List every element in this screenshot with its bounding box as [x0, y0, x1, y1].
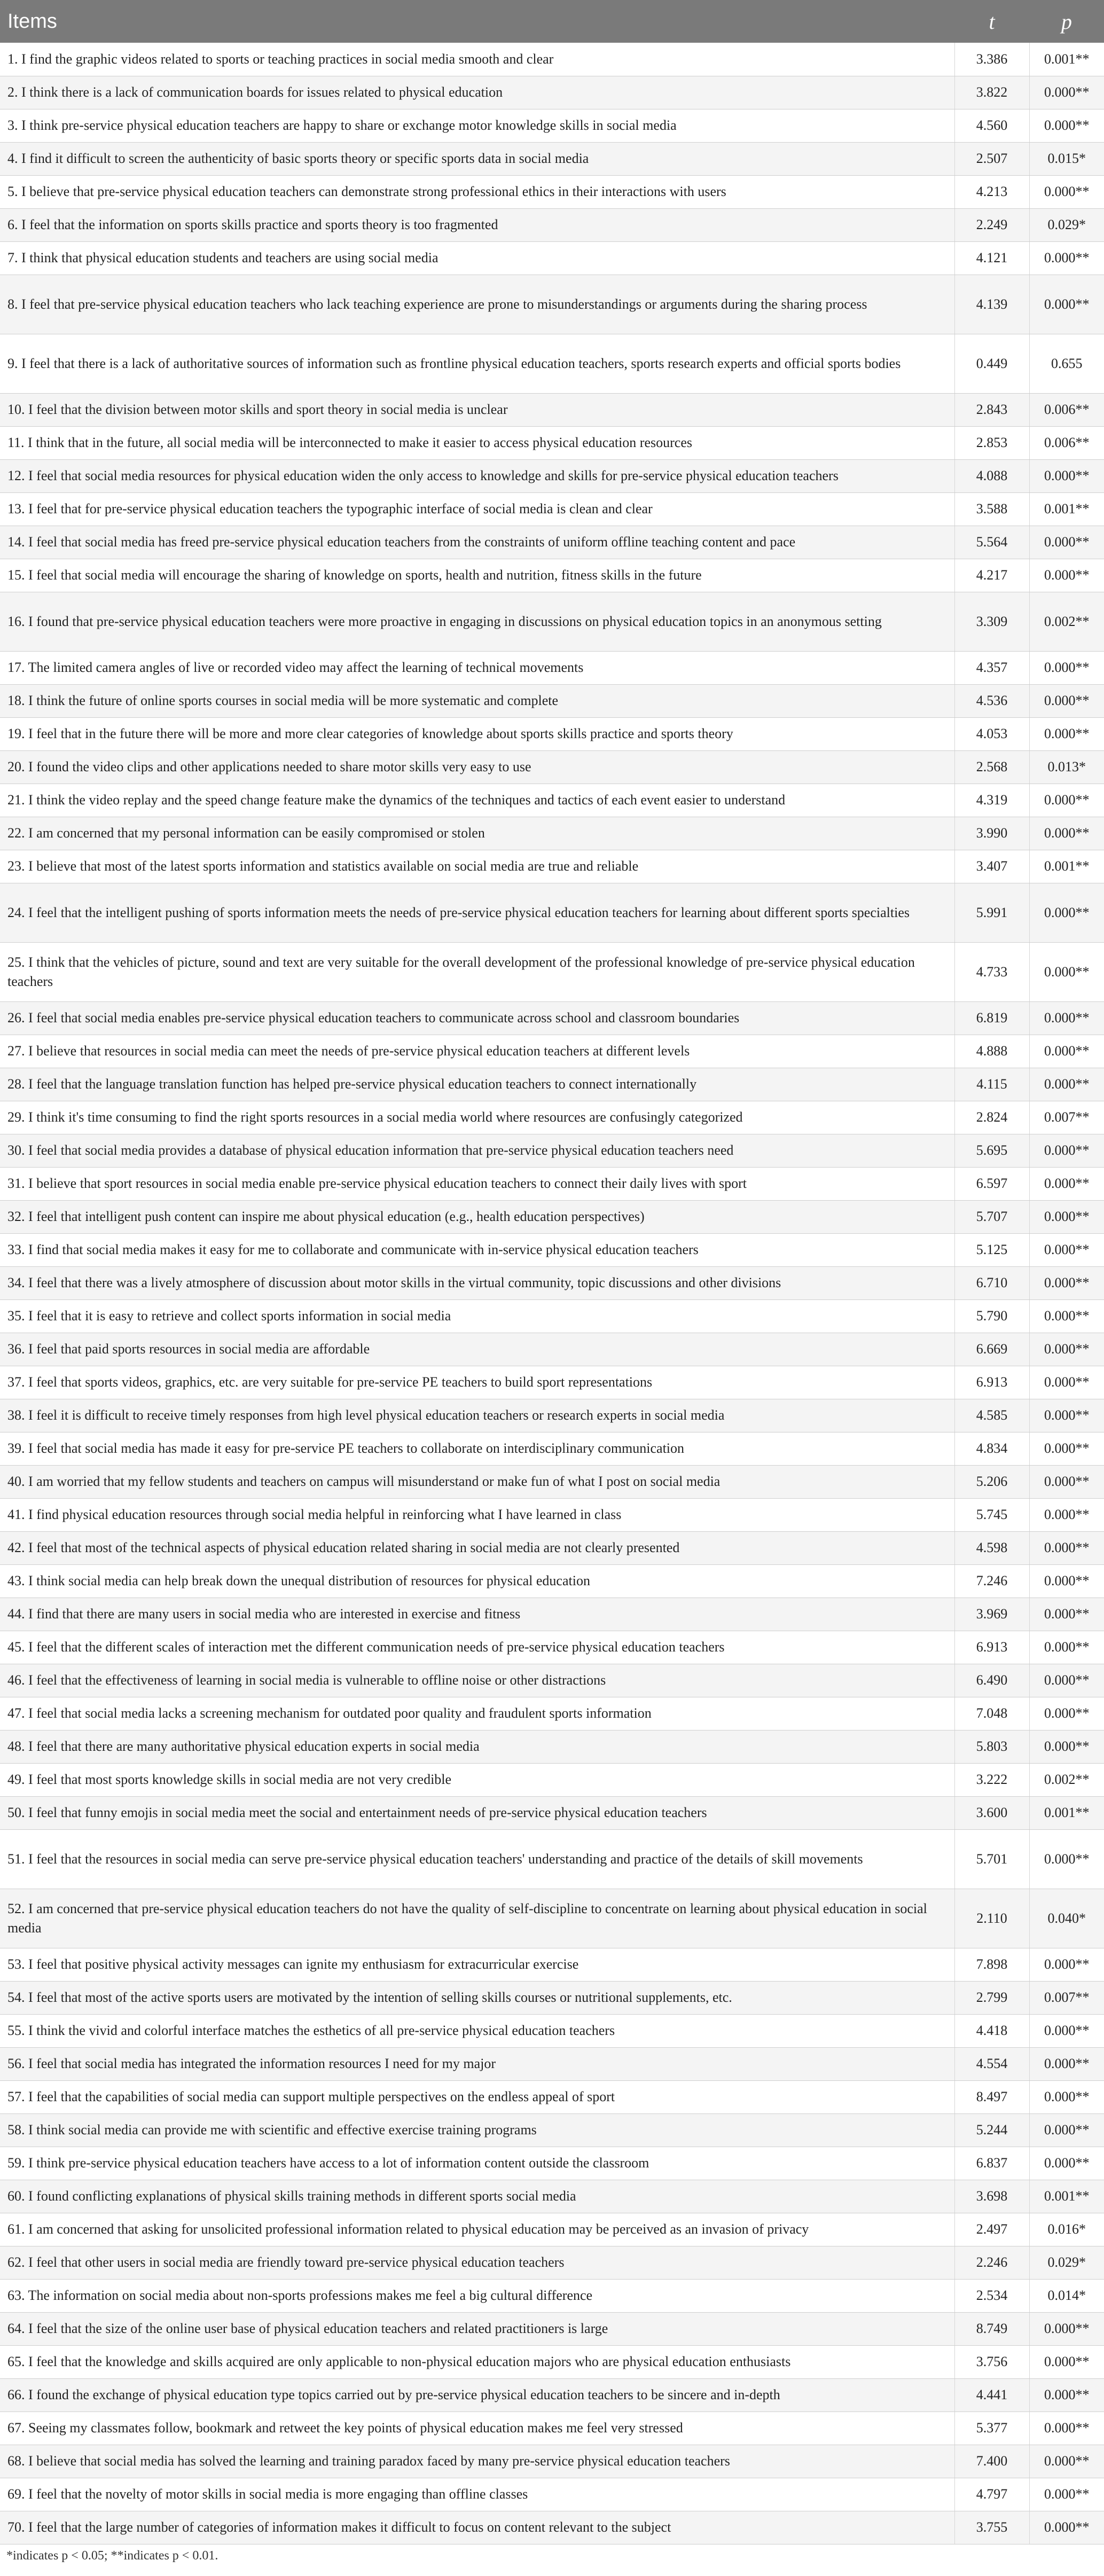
table-row — [0, 1134, 1104, 1167]
row-t-value: 3.407 — [954, 850, 1029, 883]
row-p-value: 0.000** — [1029, 1432, 1104, 1465]
table-row — [0, 1333, 1104, 1366]
table-row — [0, 275, 1104, 334]
table-row — [0, 2312, 1104, 2345]
row-item-text: 24. I feel that the intelligent pushing of sports information meets the needs of pre-service physical education teachers for learning about different sports specialties — [0, 883, 954, 942]
row-p-value: 0.013* — [1029, 750, 1104, 784]
table-row — [0, 526, 1104, 559]
row-p-value: 0.000** — [1029, 526, 1104, 559]
row-t-value: 4.536 — [954, 684, 1029, 717]
row-item-text: 9. I feel that there is a lack of authoritative sources of information such as frontline physical education teachers, sports research experts and official sports bodies — [0, 334, 954, 393]
row-p-value: 0.000** — [1029, 175, 1104, 208]
table-row — [0, 2147, 1104, 2180]
row-item-text: 22. I am concerned that my personal information can be easily compromised or stolen — [0, 817, 954, 850]
table-row — [0, 1531, 1104, 1564]
row-item-text: 52. I am concerned that pre-service physical education teachers do not have the quality of self-discipline to concentrate on learning about physical education in social media — [0, 1889, 954, 1948]
row-t-value: 5.206 — [954, 1465, 1029, 1498]
row-t-value: 3.309 — [954, 592, 1029, 651]
table-footnote: *indicates p < 0.05; **indicates p < 0.01. — [6, 2549, 218, 2563]
row-item-text: 58. I think social media can provide me with scientific and effective exercise training programs — [0, 2113, 954, 2147]
table-row — [0, 1664, 1104, 1697]
row-item-text: 56. I feel that social media has integrated the information resources I need for my major — [0, 2047, 954, 2080]
row-p-value: 0.000** — [1029, 1200, 1104, 1233]
row-p-value: 0.001** — [1029, 43, 1104, 76]
row-p-value: 0.000** — [1029, 1664, 1104, 1697]
row-p-value: 0.001** — [1029, 492, 1104, 526]
row-p-value: 0.000** — [1029, 2445, 1104, 2478]
row-item-text: 66. I found the exchange of physical education type topics carried out by pre-service physical education teachers to be sincere and in-depth — [0, 2378, 954, 2411]
row-item-text: 44. I find that there are many users in social media who are interested in exercise and fitness — [0, 1598, 954, 1631]
row-t-value: 2.497 — [954, 2213, 1029, 2246]
row-t-value: 4.834 — [954, 1432, 1029, 1465]
table-row — [0, 883, 1104, 942]
row-t-value: 4.441 — [954, 2378, 1029, 2411]
row-p-value: 0.000** — [1029, 1167, 1104, 1200]
table-row — [0, 750, 1104, 784]
row-item-text: 3. I think pre-service physical education teachers are happy to share or exchange motor knowledge skills in social media — [0, 109, 954, 142]
row-t-value: 7.400 — [954, 2445, 1029, 2478]
table-row — [0, 850, 1104, 883]
row-t-value: 3.756 — [954, 2345, 1029, 2378]
table-row — [0, 1366, 1104, 1399]
table-row — [0, 1399, 1104, 1432]
table-row — [0, 1001, 1104, 1035]
row-p-value: 0.000** — [1029, 459, 1104, 492]
row-t-value: 5.564 — [954, 526, 1029, 559]
row-p-value: 0.000** — [1029, 1948, 1104, 1981]
row-item-text: 49. I feel that most sports knowledge skills in social media are not very credible — [0, 1763, 954, 1796]
table-row — [0, 459, 1104, 492]
row-t-value: 4.088 — [954, 459, 1029, 492]
table-row — [0, 426, 1104, 459]
row-item-text: 19. I feel that in the future there will be more and more clear categories of knowledge about sports skills practice and sports theory — [0, 717, 954, 750]
row-item-text: 13. I feel that for pre-service physical education teachers the typographic interface of social media is clean and clear — [0, 492, 954, 526]
row-p-value: 0.000** — [1029, 684, 1104, 717]
header-row — [0, 0, 1104, 43]
table-row — [0, 1035, 1104, 1068]
row-p-value: 0.000** — [1029, 109, 1104, 142]
header-items: Items — [0, 0, 954, 43]
row-item-text: 54. I feel that most of the active sports users are motivated by the intention of selling skills courses or nutritional supplements, etc. — [0, 1981, 954, 2014]
row-item-text: 47. I feel that social media lacks a screening mechanism for outdated poor quality and fraudulent sports information — [0, 1697, 954, 1730]
row-t-value: 5.695 — [954, 1134, 1029, 1167]
row-t-value: 4.560 — [954, 109, 1029, 142]
table-row — [0, 208, 1104, 241]
row-t-value: 3.600 — [954, 1796, 1029, 1829]
table-row — [0, 1068, 1104, 1101]
table-row — [0, 717, 1104, 750]
row-p-value: 0.000** — [1029, 1631, 1104, 1664]
row-item-text: 10. I feel that the division between motor skills and sport theory in social media is unclear — [0, 393, 954, 426]
row-item-text: 25. I think that the vehicles of picture, sound and text are very suitable for the overall development of the professional knowledge of pre-service physical education teachers — [0, 942, 954, 1001]
row-p-value: 0.000** — [1029, 76, 1104, 109]
table-row — [0, 1266, 1104, 1299]
row-p-value: 0.000** — [1029, 1598, 1104, 1631]
row-p-value: 0.000** — [1029, 2047, 1104, 2080]
row-t-value: 6.710 — [954, 1266, 1029, 1299]
row-t-value: 3.222 — [954, 1763, 1029, 1796]
table-row — [0, 1697, 1104, 1730]
row-p-value: 0.000** — [1029, 1001, 1104, 1035]
row-t-value: 2.853 — [954, 426, 1029, 459]
row-item-text: 6. I feel that the information on sports skills practice and sports theory is too fragmented — [0, 208, 954, 241]
table-row — [0, 817, 1104, 850]
row-t-value: 5.803 — [954, 1730, 1029, 1763]
row-item-text: 18. I think the future of online sports courses in social media will be more systematic and complete — [0, 684, 954, 717]
row-p-value: 0.000** — [1029, 241, 1104, 275]
row-p-value: 0.040* — [1029, 1889, 1104, 1948]
table-row — [0, 1200, 1104, 1233]
row-t-value: 4.888 — [954, 1035, 1029, 1068]
table-row — [0, 109, 1104, 142]
table-row — [0, 1948, 1104, 1981]
row-t-value: 3.969 — [954, 1598, 1029, 1631]
row-p-value: 0.000** — [1029, 1730, 1104, 1763]
row-item-text: 61. I am concerned that asking for unsolicited professional information related to physical education may be perceived as an invasion of privacy — [0, 2213, 954, 2246]
row-t-value: 4.554 — [954, 2047, 1029, 2080]
table-row — [0, 1631, 1104, 1664]
row-p-value: 0.000** — [1029, 2080, 1104, 2113]
row-t-value: 7.048 — [954, 1697, 1029, 1730]
row-p-value: 0.000** — [1029, 2478, 1104, 2511]
table-row — [0, 1796, 1104, 1829]
table-row — [0, 2213, 1104, 2246]
table-row — [0, 2445, 1104, 2478]
row-p-value: 0.029* — [1029, 208, 1104, 241]
row-p-value: 0.000** — [1029, 717, 1104, 750]
row-p-value: 0.007** — [1029, 1981, 1104, 2014]
row-t-value: 8.749 — [954, 2312, 1029, 2345]
row-item-text: 33. I find that social media makes it easy for me to collaborate and communicate with in-service physical education teachers — [0, 1233, 954, 1266]
table-row — [0, 2378, 1104, 2411]
row-item-text: 67. Seeing my classmates follow, bookmark and retweet the key points of physical education makes me feel very stressed — [0, 2411, 954, 2445]
header-t: t — [954, 0, 1029, 43]
row-item-text: 63. The information on social media about non-sports professions makes me feel a big cultural difference — [0, 2279, 954, 2312]
row-item-text: 31. I believe that sport resources in social media enable pre-service physical education teachers to connect their daily lives with sport — [0, 1167, 954, 1200]
row-t-value: 2.249 — [954, 208, 1029, 241]
row-p-value: 0.001** — [1029, 2180, 1104, 2213]
row-t-value: 4.598 — [954, 1531, 1029, 1564]
row-p-value: 0.000** — [1029, 1333, 1104, 1366]
row-t-value: 2.110 — [954, 1889, 1029, 1948]
row-p-value: 0.000** — [1029, 1465, 1104, 1498]
header-p: p — [1029, 0, 1104, 43]
row-p-value: 0.000** — [1029, 559, 1104, 592]
row-item-text: 8. I feel that pre-service physical education teachers who lack teaching experience are prone to misunderstandings or arguments during the sharing process — [0, 275, 954, 334]
table-row — [0, 142, 1104, 175]
row-item-text: 40. I am worried that my fellow students and teachers on campus will misunderstand or make fun of what I post on social media — [0, 1465, 954, 1498]
table-row — [0, 1598, 1104, 1631]
row-t-value: 2.824 — [954, 1101, 1029, 1134]
row-t-value: 4.121 — [954, 241, 1029, 275]
table-row — [0, 1432, 1104, 1465]
table-row — [0, 1763, 1104, 1796]
row-p-value: 0.006** — [1029, 426, 1104, 459]
row-item-text: 34. I feel that there was a lively atmosphere of discussion about motor skills in the virtual community, topic discussions and other divisions — [0, 1266, 954, 1299]
row-t-value: 4.213 — [954, 175, 1029, 208]
table-row — [0, 2080, 1104, 2113]
row-t-value: 5.991 — [954, 883, 1029, 942]
table-row — [0, 1299, 1104, 1333]
row-item-text: 14. I feel that social media has freed pre-service physical education teachers from the constraints of uniform offline teaching content and pace — [0, 526, 954, 559]
row-t-value: 0.449 — [954, 334, 1029, 393]
row-p-value: 0.000** — [1029, 2345, 1104, 2378]
row-p-value: 0.029* — [1029, 2246, 1104, 2279]
table-row — [0, 76, 1104, 109]
table-row — [0, 684, 1104, 717]
table-row — [0, 1167, 1104, 1200]
row-p-value: 0.000** — [1029, 1498, 1104, 1531]
table-row — [0, 1981, 1104, 2014]
row-t-value: 4.115 — [954, 1068, 1029, 1101]
row-t-value: 5.701 — [954, 1829, 1029, 1889]
row-item-text: 62. I feel that other users in social media are friendly toward pre-service physical education teachers — [0, 2246, 954, 2279]
table-row — [0, 784, 1104, 817]
row-t-value: 3.822 — [954, 76, 1029, 109]
row-item-text: 38. I feel it is difficult to receive timely responses from high level physical education teachers or research experts in social media — [0, 1399, 954, 1432]
table-row — [0, 2047, 1104, 2080]
row-item-text: 53. I feel that positive physical activity messages can ignite my enthusiasm for extracurricular exercise — [0, 1948, 954, 1981]
row-t-value: 4.797 — [954, 2478, 1029, 2511]
row-t-value: 3.755 — [954, 2511, 1029, 2544]
row-item-text: 70. I feel that the large number of categories of information makes it difficult to focus on content relevant to the subject — [0, 2511, 954, 2544]
table-row — [0, 2246, 1104, 2279]
row-p-value: 0.000** — [1029, 784, 1104, 817]
row-p-value: 0.002** — [1029, 592, 1104, 651]
row-item-text: 2. I think there is a lack of communication boards for issues related to physical education — [0, 76, 954, 109]
row-p-value: 0.000** — [1029, 817, 1104, 850]
row-p-value: 0.000** — [1029, 2378, 1104, 2411]
row-item-text: 5. I believe that pre-service physical education teachers can demonstrate strong professional ethics in their interactions with users — [0, 175, 954, 208]
row-item-text: 26. I feel that social media enables pre-service physical education teachers to communicate across school and classroom boundaries — [0, 1001, 954, 1035]
row-t-value: 2.246 — [954, 2246, 1029, 2279]
table-row — [0, 2511, 1104, 2544]
row-p-value: 0.000** — [1029, 2113, 1104, 2147]
row-t-value: 2.568 — [954, 750, 1029, 784]
row-p-value: 0.000** — [1029, 2312, 1104, 2345]
row-t-value: 4.418 — [954, 2014, 1029, 2047]
row-item-text: 1. I find the graphic videos related to sports or teaching practices in social media smooth and clear — [0, 43, 954, 76]
row-p-value: 0.000** — [1029, 1233, 1104, 1266]
row-p-value: 0.000** — [1029, 883, 1104, 942]
row-item-text: 20. I found the video clips and other applications needed to share motor skills very easy to use — [0, 750, 954, 784]
row-t-value: 3.698 — [954, 2180, 1029, 2213]
table-row — [0, 559, 1104, 592]
table-row — [0, 942, 1104, 1001]
table-row — [0, 2411, 1104, 2445]
row-item-text: 60. I found conflicting explanations of physical skills training methods in different sports social media — [0, 2180, 954, 2213]
table-body — [0, 43, 1104, 2544]
row-t-value: 3.990 — [954, 817, 1029, 850]
row-t-value: 6.490 — [954, 1664, 1029, 1697]
table-row — [0, 1465, 1104, 1498]
row-t-value: 6.913 — [954, 1631, 1029, 1664]
table-row — [0, 1829, 1104, 1889]
row-item-text: 37. I feel that sports videos, graphics, etc. are very suitable for pre-service PE teachers to build sport representations — [0, 1366, 954, 1399]
row-p-value: 0.000** — [1029, 651, 1104, 684]
row-item-text: 48. I feel that there are many authoritative physical education experts in social media — [0, 1730, 954, 1763]
row-item-text: 28. I feel that the language translation function has helped pre-service physical education teachers to connect internationally — [0, 1068, 954, 1101]
row-item-text: 69. I feel that the novelty of motor skills in social media is more engaging than offline classes — [0, 2478, 954, 2511]
row-t-value: 4.319 — [954, 784, 1029, 817]
row-t-value: 5.125 — [954, 1233, 1029, 1266]
row-t-value: 6.819 — [954, 1001, 1029, 1035]
row-item-text: 64. I feel that the size of the online user base of physical education teachers and related practitioners is large — [0, 2312, 954, 2345]
table-row — [0, 1233, 1104, 1266]
row-item-text: 21. I think the video replay and the speed change feature make the dynamics of the techniques and tactics of each event easier to understand — [0, 784, 954, 817]
row-p-value: 0.000** — [1029, 275, 1104, 334]
table-header — [0, 0, 1104, 43]
row-t-value: 5.244 — [954, 2113, 1029, 2147]
row-t-value: 8.497 — [954, 2080, 1029, 2113]
row-item-text: 35. I feel that it is easy to retrieve and collect sports information in social media — [0, 1299, 954, 1333]
table-row — [0, 334, 1104, 393]
table-row — [0, 175, 1104, 208]
row-t-value: 5.377 — [954, 2411, 1029, 2445]
row-p-value: 0.000** — [1029, 1829, 1104, 1889]
table-row — [0, 43, 1104, 76]
row-p-value: 0.000** — [1029, 1531, 1104, 1564]
row-p-value: 0.015* — [1029, 142, 1104, 175]
table-row — [0, 1730, 1104, 1763]
row-p-value: 0.002** — [1029, 1763, 1104, 1796]
row-p-value: 0.655 — [1029, 334, 1104, 393]
row-t-value: 6.669 — [954, 1333, 1029, 1366]
row-item-text: 12. I feel that social media resources for physical education widen the only access to knowledge and skills for pre-service physical education teachers — [0, 459, 954, 492]
table-row — [0, 1498, 1104, 1531]
row-item-text: 42. I feel that most of the technical aspects of physical education related sharing in social media are not clearly presented — [0, 1531, 954, 1564]
row-t-value: 5.745 — [954, 1498, 1029, 1531]
row-item-text: 15. I feel that social media will encourage the sharing of knowledge on sports, health and nutrition, fitness skills in the future — [0, 559, 954, 592]
row-item-text: 16. I found that pre-service physical education teachers were more proactive in engaging in discussions on physical education topics in an anonymous setting — [0, 592, 954, 651]
table-row — [0, 592, 1104, 651]
row-t-value: 3.588 — [954, 492, 1029, 526]
row-p-value: 0.006** — [1029, 393, 1104, 426]
row-t-value: 6.837 — [954, 2147, 1029, 2180]
row-t-value: 4.357 — [954, 651, 1029, 684]
row-item-text: 23. I believe that most of the latest sports information and statistics available on social media are true and reliable — [0, 850, 954, 883]
table-row — [0, 2478, 1104, 2511]
row-item-text: 51. I feel that the resources in social media can serve pre-service physical education teachers' understanding and practice of the details of skill movements — [0, 1829, 954, 1889]
row-t-value: 2.507 — [954, 142, 1029, 175]
row-item-text: 41. I find physical education resources through social media helpful in reinforcing what I have learned in class — [0, 1498, 954, 1531]
row-t-value: 4.053 — [954, 717, 1029, 750]
row-p-value: 0.016* — [1029, 2213, 1104, 2246]
table-row — [0, 1889, 1104, 1948]
row-p-value: 0.000** — [1029, 1035, 1104, 1068]
row-item-text: 43. I think social media can help break down the unequal distribution of resources for physical education — [0, 1564, 954, 1598]
table-row — [0, 241, 1104, 275]
row-p-value: 0.001** — [1029, 1796, 1104, 1829]
row-t-value: 4.217 — [954, 559, 1029, 592]
row-t-value: 5.707 — [954, 1200, 1029, 1233]
row-t-value: 6.913 — [954, 1366, 1029, 1399]
row-item-text: 46. I feel that the effectiveness of learning in social media is vulnerable to offline noise or other distractions — [0, 1664, 954, 1697]
row-p-value: 0.000** — [1029, 1266, 1104, 1299]
row-p-value: 0.001** — [1029, 850, 1104, 883]
table-row — [0, 651, 1104, 684]
row-t-value: 4.733 — [954, 942, 1029, 1001]
row-item-text: 27. I believe that resources in social media can meet the needs of pre-service physical education teachers at different levels — [0, 1035, 954, 1068]
row-item-text: 11. I think that in the future, all social media will be interconnected to make it easier to access physical education resources — [0, 426, 954, 459]
row-p-value: 0.000** — [1029, 1068, 1104, 1101]
row-p-value: 0.000** — [1029, 1399, 1104, 1432]
row-p-value: 0.000** — [1029, 1697, 1104, 1730]
row-item-text: 50. I feel that funny emojis in social media meet the social and entertainment needs of pre-service physical education teachers — [0, 1796, 954, 1829]
row-t-value: 4.585 — [954, 1399, 1029, 1432]
row-t-value: 2.534 — [954, 2279, 1029, 2312]
row-p-value: 0.000** — [1029, 1299, 1104, 1333]
table-row — [0, 2014, 1104, 2047]
row-p-value: 0.000** — [1029, 2511, 1104, 2544]
table-row — [0, 2113, 1104, 2147]
row-item-text: 59. I think pre-service physical education teachers have access to a lot of information content outside the classroom — [0, 2147, 954, 2180]
row-t-value: 5.790 — [954, 1299, 1029, 1333]
row-p-value: 0.000** — [1029, 2411, 1104, 2445]
row-p-value: 0.007** — [1029, 1101, 1104, 1134]
row-item-text: 7. I think that physical education students and teachers are using social media — [0, 241, 954, 275]
row-t-value: 6.597 — [954, 1167, 1029, 1200]
row-p-value: 0.000** — [1029, 942, 1104, 1001]
table-row — [0, 2279, 1104, 2312]
table-row — [0, 2180, 1104, 2213]
row-t-value: 3.386 — [954, 43, 1029, 76]
row-item-text: 36. I feel that paid sports resources in social media are affordable — [0, 1333, 954, 1366]
row-item-text: 68. I believe that social media has solved the learning and training paradox faced by many pre-service physical education teachers — [0, 2445, 954, 2478]
table-row — [0, 2345, 1104, 2378]
row-p-value: 0.000** — [1029, 1564, 1104, 1598]
row-item-text: 17. The limited camera angles of live or recorded video may affect the learning of technical movements — [0, 651, 954, 684]
row-item-text: 65. I feel that the knowledge and skills acquired are only applicable to non-physical education majors who are physical education enthusiasts — [0, 2345, 954, 2378]
row-item-text: 30. I feel that social media provides a database of physical education information that pre-service physical education teachers need — [0, 1134, 954, 1167]
row-item-text: 45. I feel that the different scales of interaction met the different communication needs of pre-service physical education teachers — [0, 1631, 954, 1664]
row-t-value: 4.139 — [954, 275, 1029, 334]
row-p-value: 0.000** — [1029, 1134, 1104, 1167]
row-t-value: 7.898 — [954, 1948, 1029, 1981]
row-item-text: 32. I feel that intelligent push content can inspire me about physical education (e.g., health education perspectives) — [0, 1200, 954, 1233]
row-item-text: 55. I think the vivid and colorful interface matches the esthetics of all pre-service physical education teachers — [0, 2014, 954, 2047]
row-item-text: 57. I feel that the capabilities of social media can support multiple perspectives on the endless appeal of sport — [0, 2080, 954, 2113]
row-t-value: 2.799 — [954, 1981, 1029, 2014]
table-row — [0, 1564, 1104, 1598]
table-row — [0, 393, 1104, 426]
row-p-value: 0.000** — [1029, 2014, 1104, 2047]
row-p-value: 0.000** — [1029, 2147, 1104, 2180]
table-row — [0, 1101, 1104, 1134]
row-item-text: 39. I feel that social media has made it easy for pre-service PE teachers to collaborate on interdisciplinary communication — [0, 1432, 954, 1465]
row-t-value: 2.843 — [954, 393, 1029, 426]
row-item-text: 29. I think it's time consuming to find the right sports resources in a social media world where resources are confusingly categorized — [0, 1101, 954, 1134]
row-p-value: 0.000** — [1029, 1366, 1104, 1399]
table-row — [0, 492, 1104, 526]
row-t-value: 7.246 — [954, 1564, 1029, 1598]
row-p-value: 0.014* — [1029, 2279, 1104, 2312]
row-item-text: 4. I find it difficult to screen the authenticity of basic sports theory or specific sports data in social media — [0, 142, 954, 175]
